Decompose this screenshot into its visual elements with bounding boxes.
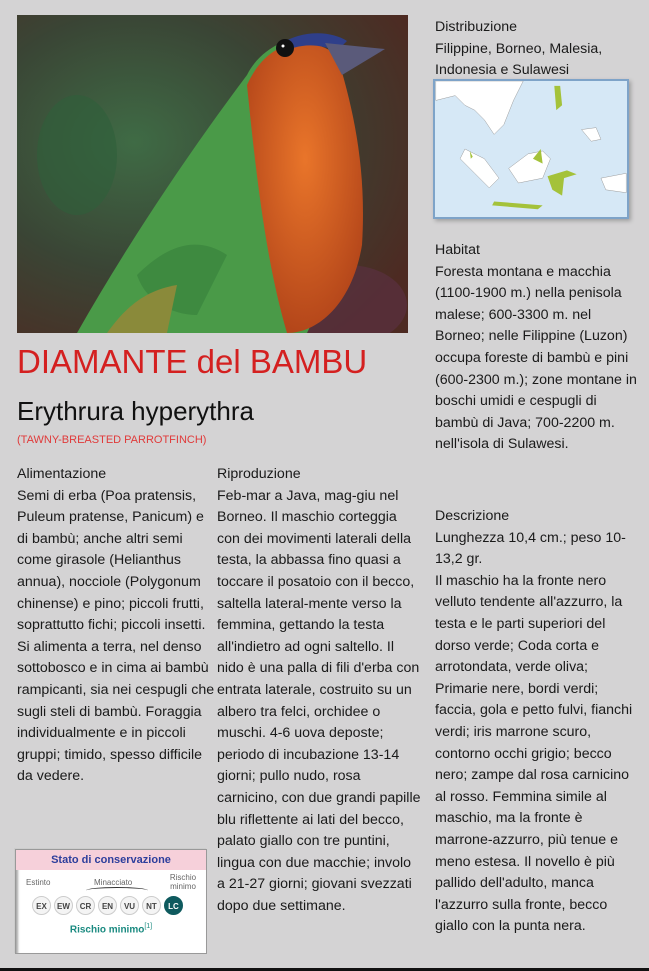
feeding-text: Semi di erba (Poa pratensis, Puleum pratense, Panicum) e di bambù; anche altri semi come girasole (Helianthus annua), nocciole (Polygonum chinense) e pino; piccoli frutti, soprattutto fichi; piccoli insetti. Si alimenta a terra, nel denso sottobosco e in cima ai bambù rampicanti, sia nei cespugli che sugli steli di bambù. Foraggia individualmente e in piccoli gruppi; timido, spesso difficile da vedere. — [17, 487, 215, 785]
conservation-heading: Stato di conservazione — [16, 850, 206, 870]
reproduction-section — [217, 464, 422, 917]
description-heading: Descrizione — [435, 508, 510, 524]
reproduction-text: Feb-mar a Java, mag-giu nel Borneo. Il maschio corteggia con dei movimenti laterali della testa, la abbassa fino quasi a toccare il posatoio con il becco, saltella lateral-mente verso la femmina, gettando la testa all'indietro ad ogni saltello. Il nido è una palla di fili d'erba con entrata laterale, costruito su un albero tra felci, orchidee o muschi. 4-6 uova deposte; periodo di incubazione 13-14 giorni; pullo nudo, rosa carnicino, con due grandi papille blu riflettente ai lati del becco, palato giallo con tre puntini, lingua con due macchie; involo a 21-27 giorni; giovani svezzati dopo due settimane. — [217, 487, 421, 914]
distribution-text: Filippine, Borneo, Malesia, Indonesia e Sulawesi — [435, 40, 603, 79]
conservation-result-text: Rischio minimo — [69, 924, 145, 936]
description-text: Il maschio ha la fronte nero velluto tendente all'azzurro, la testa e le parti superiori del dorso verde; Coda corta e arrotondata, verde oliva; Primarie nere, bordi verdi; faccia, gola e petto fulvi, fianchi verdi; iris marrone scuro, contorno occhi grigio; becco nero; zampe dal rosa carnicino al rosso. Femmina simile al maschio, ma la fronte è marrone-azzurro, più tenue e meno estesa. Il novello è più pallido dell'adulto, manca l'azzurro sulla fronte, becco giallo con la punta nera. — [435, 572, 633, 935]
habitat-text: Foresta montana e macchia (1100-1900 m.) nella penisola malese; 600-3300 m. nel Borneo; nelle Filippine (Luzon) occupa foreste di bambù e pini (600-2300 m.); zone montane in boschi umidi e cespugli di bambù di Java; 700-2200 m. nell'isola di Sulawesi. — [435, 263, 637, 453]
common-name: (TAWNY-BREASTED PARROTFINCH) — [17, 434, 207, 446]
badge-en: EN — [98, 896, 117, 915]
bird-illustration-icon — [17, 15, 408, 333]
conservation-result — [16, 923, 206, 935]
badge-nt: NT — [142, 896, 161, 915]
badge-cr: CR — [76, 896, 95, 915]
feeding-section — [17, 464, 217, 788]
badge-ex: EX — [32, 896, 51, 915]
map-icon — [435, 81, 627, 217]
page-title: DIAMANTE del BAMBU — [17, 343, 368, 380]
distribution-section — [435, 17, 640, 82]
habitat-section — [435, 240, 640, 456]
distribution-map — [433, 79, 629, 219]
badge-lc-active: LC — [164, 896, 183, 915]
feeding-heading: Alimentazione — [17, 466, 107, 482]
conservation-scale-labels — [16, 870, 206, 900]
badge-vu: VU — [120, 896, 139, 915]
footnote-link[interactable]: [1] — [144, 923, 153, 930]
label-threatened: Minacciato — [94, 878, 133, 887]
label-extinct: Estinto — [26, 878, 51, 887]
distribution-heading: Distribuzione — [435, 19, 518, 35]
threatened-brace-icon — [86, 887, 148, 894]
scientific-name: Erythrura hyperythra — [17, 396, 254, 426]
label-least-concern: Rischio minimo — [169, 873, 197, 891]
bird-photo — [17, 15, 408, 333]
reproduction-heading: Riproduzione — [217, 466, 301, 482]
description-section — [435, 506, 640, 938]
habitat-heading: Habitat — [435, 242, 480, 258]
description-size: Lunghezza 10,4 cm.; peso 10-13,2 gr. — [435, 529, 626, 568]
conservation-status-box — [15, 849, 207, 954]
badge-ew: EW — [54, 896, 73, 915]
